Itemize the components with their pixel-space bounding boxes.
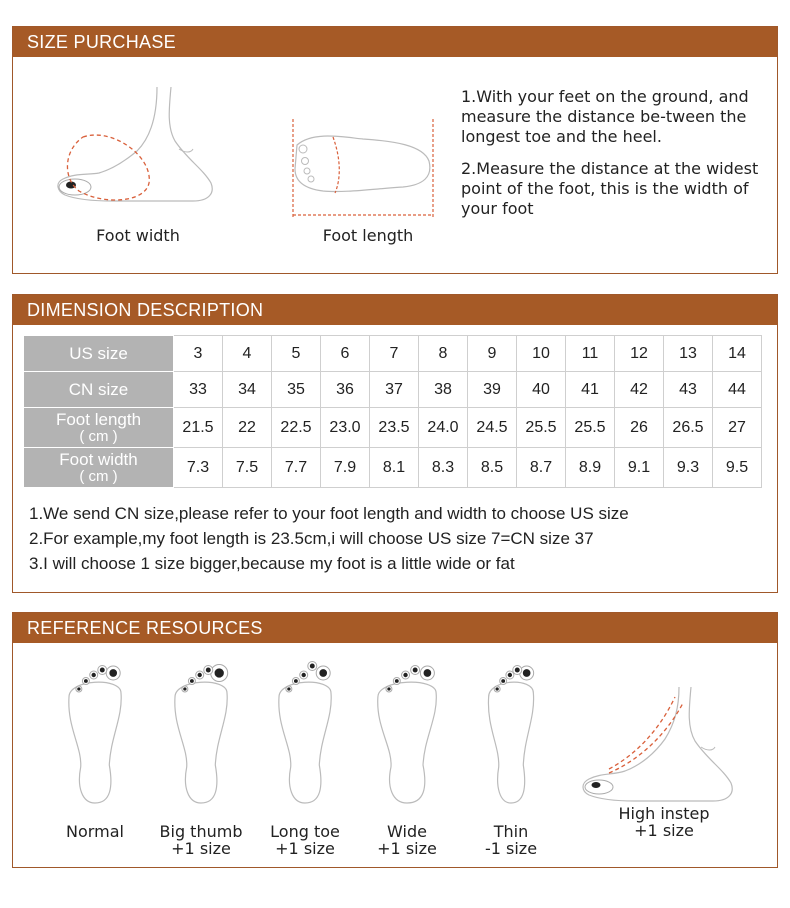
table-cell: 34 [223, 372, 272, 408]
table-cell: 41 [566, 372, 615, 408]
instruction-1: 1.With your feet on the ground, and measure the distance be-tween the longest toe and the heel. [461, 87, 749, 146]
table-cell: 9.5 [713, 448, 762, 488]
row-header-unit: ( cm ) [79, 467, 118, 485]
table-cell: 25.5 [517, 408, 566, 448]
foot-sole-wide-illustration [367, 657, 447, 807]
ref-label-size-adjust: +1 size [171, 839, 231, 858]
table-cell: 9.3 [664, 448, 713, 488]
foot-sole-thin-illustration [471, 657, 551, 807]
table-cell: 5 [272, 336, 321, 372]
table-cell: 22.5 [272, 408, 321, 448]
instruction-2: 2.Measure the distance at the widest point of the foot, this is the width of your foot [461, 159, 759, 218]
table-cell: 25.5 [566, 408, 615, 448]
table-cell: 24.0 [419, 408, 468, 448]
table-cell: 44 [713, 372, 762, 408]
table-cell: 42 [615, 372, 664, 408]
ref-label-normal [40, 823, 150, 840]
table-cell: 4 [223, 336, 272, 372]
row-header [24, 448, 174, 488]
note-2: 2.For example,my foot length is 23.5cm,i will choose US size 7=CN size 37 [29, 529, 594, 548]
table-cell: 26.5 [664, 408, 713, 448]
row-header-label: CN size [68, 380, 129, 399]
ref-label-name: Big thumb [159, 822, 243, 841]
table-cell: 11 [566, 336, 615, 372]
size-purchase-section [12, 26, 778, 274]
table-cell: 9 [468, 336, 517, 372]
ref-label-name: Normal [66, 822, 124, 841]
table-cell: 21.5 [174, 408, 223, 448]
ref-label-size-adjust: +1 size [275, 839, 335, 858]
ref-label-thin [456, 823, 566, 857]
foot-sole-long-toe-illustration [265, 657, 345, 807]
table-cell: 24.5 [468, 408, 517, 448]
table-cell: 23.0 [321, 408, 370, 448]
table-cell: 7 [370, 336, 419, 372]
table-cell: 13 [664, 336, 713, 372]
row-header [24, 372, 174, 408]
ref-label-size-adjust: +1 size [377, 839, 437, 858]
ref-label-big-thumb [146, 823, 256, 857]
foot-sole-big-thumb-illustration [161, 657, 241, 807]
table-row [24, 448, 762, 488]
table-cell: 8.1 [370, 448, 419, 488]
table-cell: 7.3 [174, 448, 223, 488]
row-header-label: US size [69, 344, 128, 363]
table-cell: 40 [517, 372, 566, 408]
table-cell: 7.9 [321, 448, 370, 488]
high-instep-illustration [579, 683, 749, 803]
ref-label-wide [352, 823, 462, 857]
table-cell: 7.7 [272, 448, 321, 488]
table-cell: 6 [321, 336, 370, 372]
row-header [24, 408, 174, 448]
table-cell: 12 [615, 336, 664, 372]
dimension-header: DIMENSION DESCRIPTION [13, 295, 777, 325]
table-cell: 43 [664, 372, 713, 408]
row-header-unit: ( cm ) [79, 427, 118, 445]
table-cell: 39 [468, 372, 517, 408]
foot-length-caption: Foot length [322, 226, 414, 245]
table-cell: 8.9 [566, 448, 615, 488]
table-row [24, 336, 762, 372]
ref-label-high-instep: High instep +1 size [618, 804, 710, 840]
table-cell: 38 [419, 372, 468, 408]
note-1: 1.We send CN size,please refer to your foot length and width to choose US size [29, 504, 629, 523]
table-cell: 22 [223, 408, 272, 448]
ref-label-name: Thin [493, 822, 529, 841]
size-table [23, 335, 762, 488]
table-row [24, 408, 762, 448]
reference-section [12, 612, 778, 868]
foot-width-illustration [53, 79, 233, 204]
table-cell: 8.5 [468, 448, 517, 488]
foot-length-illustration [283, 119, 443, 229]
ref-label-size-adjust: -1 size [484, 839, 538, 858]
table-cell: 35 [272, 372, 321, 408]
table-cell: 36 [321, 372, 370, 408]
table-cell: 23.5 [370, 408, 419, 448]
foot-sole-normal-illustration [55, 657, 135, 807]
measure-instructions [461, 87, 771, 231]
row-header [24, 336, 174, 372]
dimension-section [12, 294, 778, 593]
note-3: 3.I will choose 1 size bigger,because my foot is a little wide or fat [29, 554, 515, 573]
size-purchase-header: SIZE PURCHASE [13, 27, 777, 57]
ref-label-name: Wide [387, 822, 427, 841]
foot-width-caption: Foot width [96, 226, 180, 245]
table-cell: 9.1 [615, 448, 664, 488]
reference-header: REFERENCE RESOURCES [13, 613, 777, 643]
table-cell: 33 [174, 372, 223, 408]
table-cell: 8.3 [419, 448, 468, 488]
table-cell: 14 [713, 336, 762, 372]
row-header-label: Foot width [59, 449, 138, 469]
table-cell: 8 [419, 336, 468, 372]
table-cell: 3 [174, 336, 223, 372]
table-row [24, 372, 762, 408]
table-cell: 26 [615, 408, 664, 448]
table-cell: 10 [517, 336, 566, 372]
ref-label-name: Long toe [270, 822, 340, 841]
size-notes [29, 501, 629, 576]
table-cell: 8.7 [517, 448, 566, 488]
row-header-label: Foot length [55, 409, 142, 429]
ref-label-long-toe [250, 823, 360, 857]
table-cell: 7.5 [223, 448, 272, 488]
table-cell: 37 [370, 372, 419, 408]
table-cell: 27 [713, 408, 762, 448]
